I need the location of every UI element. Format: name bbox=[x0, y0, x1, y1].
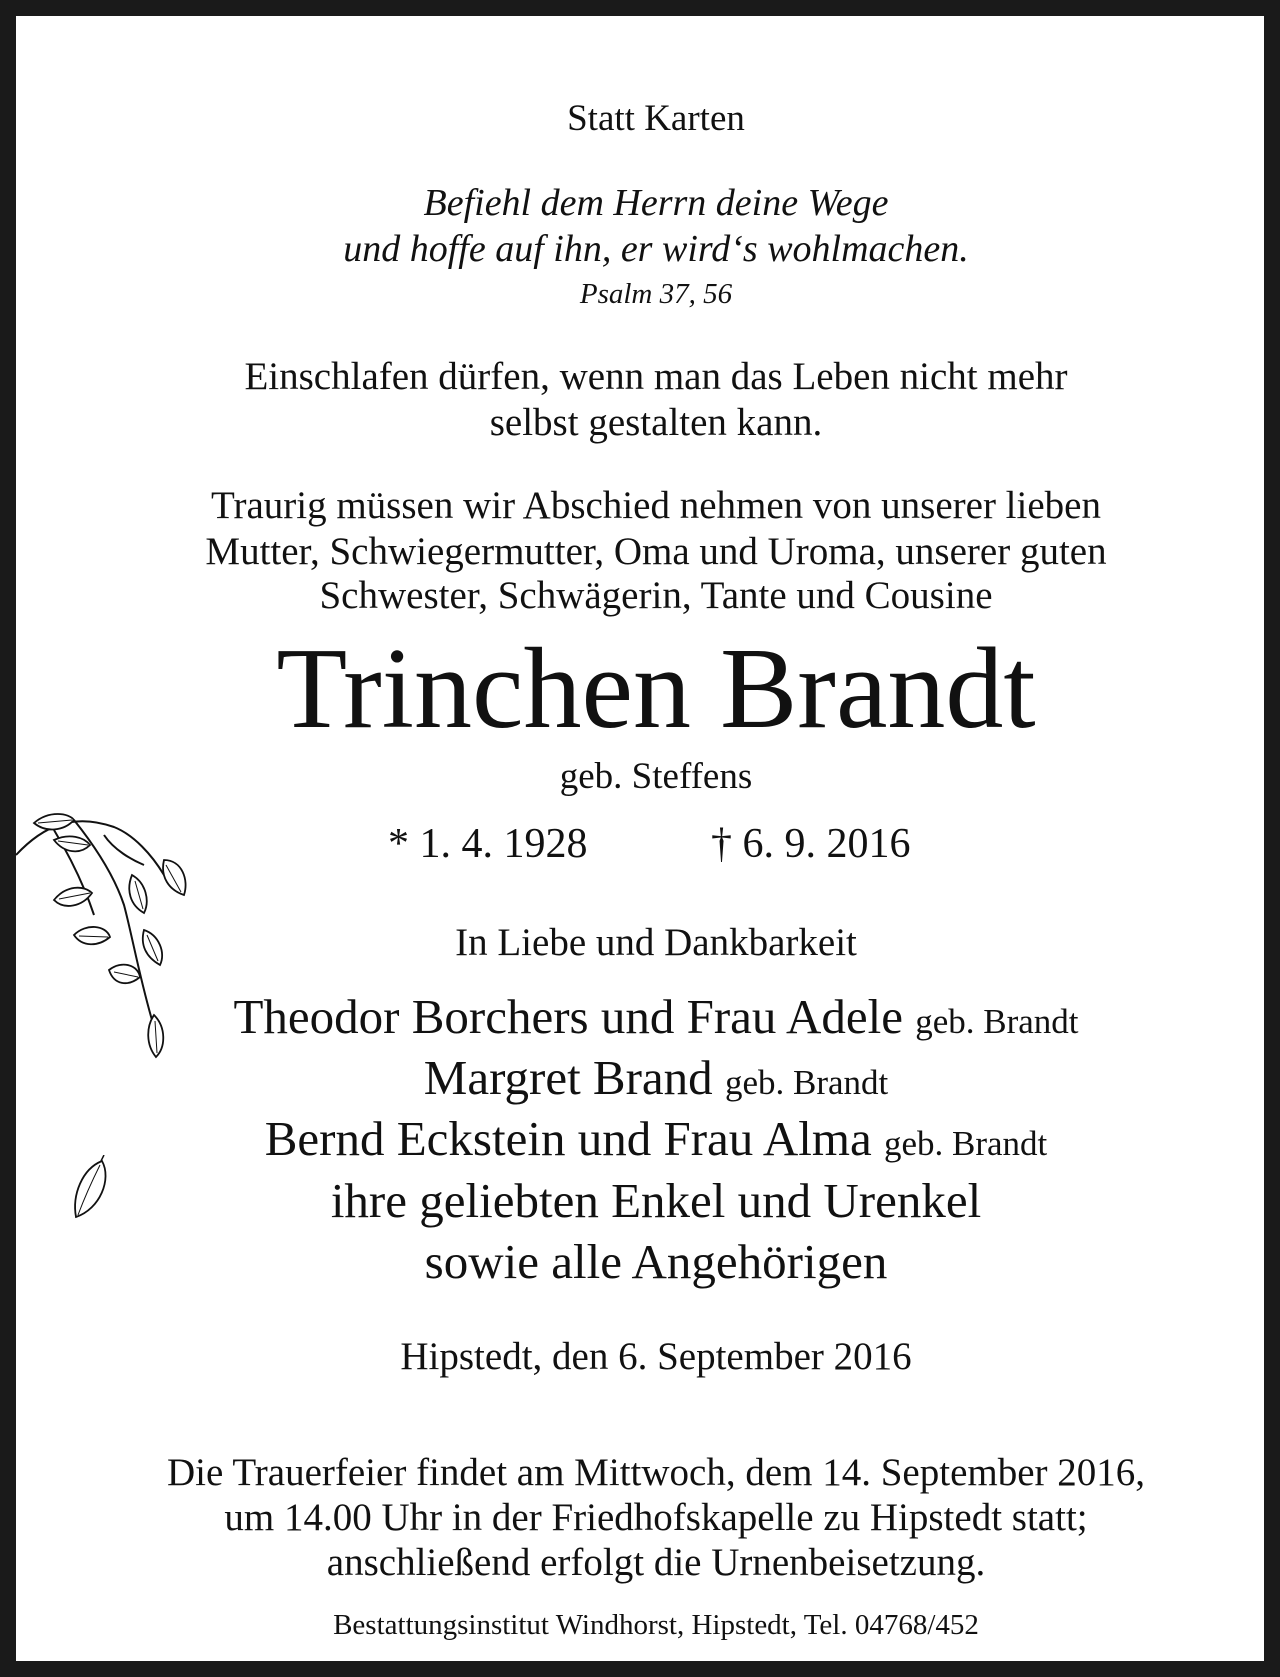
mourner-line-3-name: Bernd Eckstein und Frau Alma bbox=[264, 1111, 872, 1166]
quote-line-2: selbst gestalten kann. bbox=[489, 401, 823, 444]
intro-line-1: Traurig müssen wir Abschied nehmen von unserer lieben bbox=[211, 484, 1101, 527]
mourner-line-3-suffix: geb. Brandt bbox=[883, 1124, 1048, 1163]
branch-illustration bbox=[14, 805, 189, 1075]
service-line-2: um 14.00 Uhr in der Friedhofskapelle zu Hipstedt statt; bbox=[224, 1496, 1088, 1539]
birth-date: * 1. 4. 1928 bbox=[388, 821, 588, 867]
mourner-line-1-name: Theodor Borchers und Frau Adele bbox=[233, 989, 903, 1044]
header-text: Statt Karten bbox=[567, 98, 745, 139]
intro-line-2: Mutter, Schwiegermutter, Oma und Uroma, unserer guten bbox=[205, 530, 1107, 573]
service-line-1: Die Trauerfeier findet am Mittwoch, dem 14. September 2016, bbox=[166, 1451, 1146, 1494]
falling-leaf-illustration bbox=[68, 1155, 116, 1225]
mourner-line-5: sowie alle Angehörigen bbox=[424, 1234, 888, 1289]
verse-reference: Psalm 37, 56 bbox=[579, 278, 733, 310]
service-line-3: anschließend erfolgt die Urnenbeisetzung. bbox=[326, 1541, 986, 1584]
deceased-name: Trinchen Brandt bbox=[276, 625, 1036, 753]
maiden-name: geb. Steffens bbox=[559, 756, 753, 797]
mourner-line-2 bbox=[32, 1050, 1280, 1105]
intro-line-3: Schwester, Schwägerin, Tante und Cousine bbox=[319, 574, 993, 617]
mourner-line-1 bbox=[32, 989, 1280, 1044]
verse-line-1: Befiehl dem Herrn deine Wege bbox=[423, 182, 889, 224]
mourner-line-2-suffix: geb. Brandt bbox=[724, 1063, 889, 1102]
mourner-line-2-name: Margret Brand bbox=[423, 1050, 713, 1105]
mourner-line-1-suffix: geb. Brandt bbox=[915, 1002, 1079, 1041]
death-date: † 6. 9. 2016 bbox=[711, 821, 911, 867]
verse-line-2: und hoffe auf ihn, er wird‘s wohlmachen. bbox=[343, 228, 969, 270]
place-date: Hipstedt, den 6. September 2016 bbox=[400, 1335, 912, 1378]
mourner-line-3 bbox=[32, 1111, 1280, 1166]
mourner-line-4: ihre geliebten Enkel und Urenkel bbox=[330, 1173, 982, 1228]
mourners-intro: In Liebe und Dankbarkeit bbox=[455, 921, 857, 964]
quote-line-1: Einschlafen dürfen, wenn man das Leben nicht mehr bbox=[244, 355, 1068, 398]
funeral-home: Bestattungsinstitut Windhorst, Hipstedt, Tel. 04768/452 bbox=[333, 1609, 979, 1641]
